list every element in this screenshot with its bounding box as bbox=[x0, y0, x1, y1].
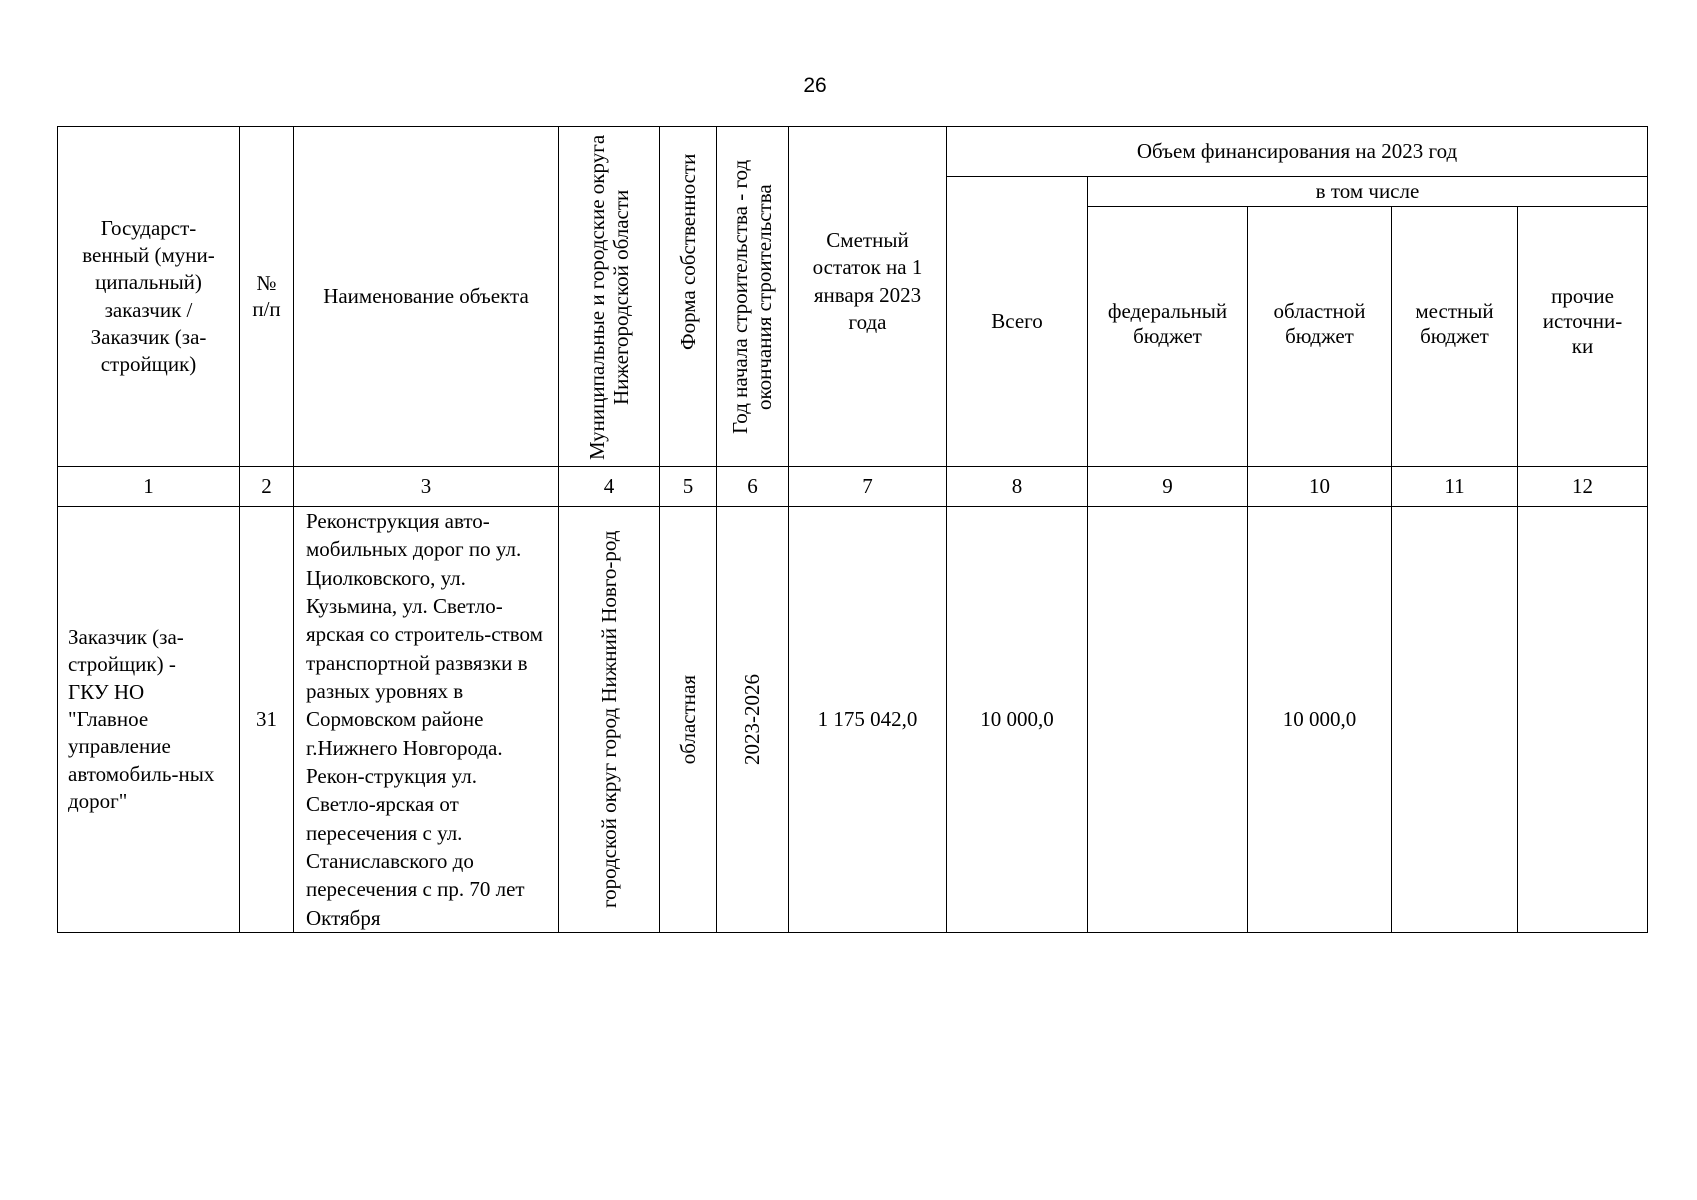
estimate-remainder-cell: 1 175 042,0 bbox=[789, 507, 947, 933]
financing-table bbox=[57, 126, 1648, 933]
column-number-row bbox=[58, 467, 1648, 507]
header-years: Год начала строительства - год окончания строительства bbox=[717, 127, 789, 467]
column-number: 11 bbox=[1392, 467, 1518, 507]
column-number: 9 bbox=[1088, 467, 1248, 507]
column-number: 7 bbox=[789, 467, 947, 507]
object-name-cell: Реконструкция авто-мобильных дорог по ул. Циолковского, ул. Кузьмина, ул. Светло-ярская со строитель-ством транспортной развязки в разных уровнях в Сормовском районе г.Нижнего Новгорода. Рекон-струкция ул. Светло-ярская от пересечения с ул. Станиславского до пересечения с пр. 70 лет Октября bbox=[294, 507, 559, 933]
header-number: № п/п bbox=[240, 127, 294, 467]
page-number: 26 bbox=[803, 74, 827, 97]
column-number: 1 bbox=[58, 467, 240, 507]
table-row bbox=[58, 507, 1648, 933]
customer-cell: Заказчик (за-стройщик) - ГКУ НО "Главное управление автомобиль-ных дорог" bbox=[58, 507, 240, 933]
header-ownership: Форма собственности bbox=[660, 127, 717, 467]
header-other: прочие источни-ки bbox=[1518, 207, 1648, 467]
other-cell bbox=[1518, 507, 1648, 933]
local-cell bbox=[1392, 507, 1518, 933]
column-number: 10 bbox=[1248, 467, 1392, 507]
ownership-cell: областная bbox=[660, 507, 717, 933]
header-estimate-remainder: Сметный остаток на 1 января 2023 года bbox=[789, 127, 947, 467]
header-customer: Государст-венный (муни-ципальный) заказчик / Заказчик (за-стройщик) bbox=[58, 127, 240, 467]
header-object-name: Наименование объекта bbox=[294, 127, 559, 467]
header-municipality: Муниципальные и городские округа Нижегородской области bbox=[559, 127, 660, 467]
municipality-cell: городской округ город Нижний Новго-род bbox=[559, 507, 660, 933]
regional-cell: 10 000,0 bbox=[1248, 507, 1392, 933]
years-cell: 2023-2026 bbox=[717, 507, 789, 933]
column-number: 5 bbox=[660, 467, 717, 507]
header-financing-group: Объем финансирования на 2023 год bbox=[947, 127, 1648, 177]
column-number: 6 bbox=[717, 467, 789, 507]
header-regional: областной бюджет bbox=[1248, 207, 1392, 467]
column-number: 8 bbox=[947, 467, 1088, 507]
header-total: Всего bbox=[947, 177, 1088, 467]
column-number: 3 bbox=[294, 467, 559, 507]
header-row-1 bbox=[58, 127, 1648, 177]
column-number: 12 bbox=[1518, 467, 1648, 507]
column-number: 2 bbox=[240, 467, 294, 507]
row-number-cell: 31 bbox=[240, 507, 294, 933]
column-number: 4 bbox=[559, 467, 660, 507]
federal-cell bbox=[1088, 507, 1248, 933]
header-local: местный бюджет bbox=[1392, 207, 1518, 467]
total-cell: 10 000,0 bbox=[947, 507, 1088, 933]
header-federal: федеральный бюджет bbox=[1088, 207, 1248, 467]
header-including: в том числе bbox=[1088, 177, 1648, 207]
